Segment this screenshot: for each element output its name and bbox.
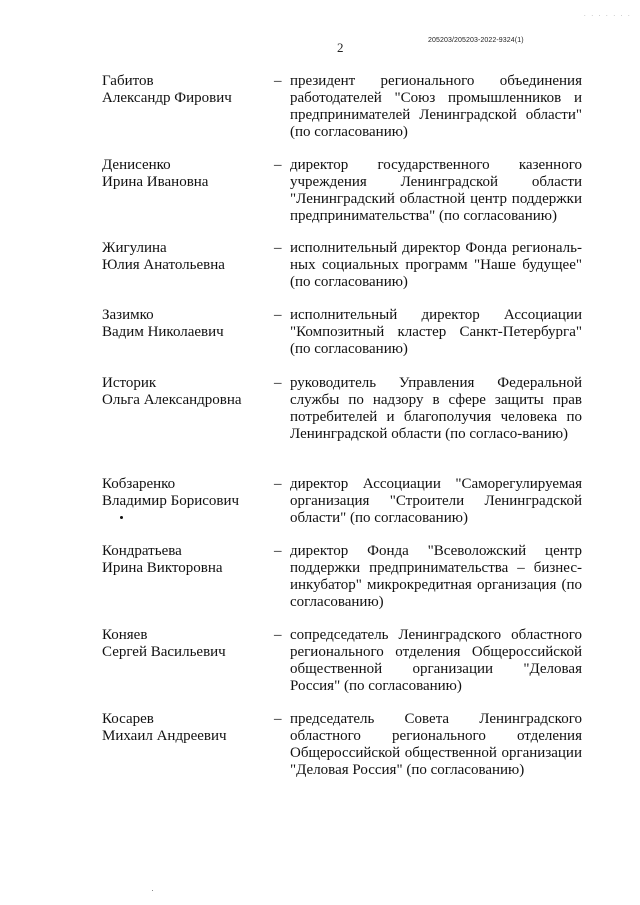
member-dash: – — [274, 543, 282, 559]
member-given-name: Ольга Александровна — [102, 392, 242, 408]
member-name — [102, 627, 272, 661]
member-description: президент регионального объединения работодателей "Союз промышленников и предпринимателей Ленинградской области" (по согласованию) — [290, 73, 582, 140]
member-description: исполнительный директор Фонда региональ-ных социальных программ "Наше будущее" (по согласованию) — [290, 240, 582, 290]
member-name — [102, 157, 272, 191]
member-name — [102, 476, 272, 510]
member-description: директор Ассоциации "Саморегулируемая организация "Строители Ленинградской области" (по согласованию) — [290, 476, 582, 526]
member-surname: Косарев — [102, 711, 154, 727]
member-description: директор Фонда "Всеволожский центр поддержки предпринимательства – бизнес-инкубатор" микрокредитная организация (по согласованию) — [290, 543, 582, 610]
member-given-name: Ирина Викторовна — [102, 560, 223, 576]
member-surname: Кондратьева — [102, 543, 182, 559]
member-description: председатель Совета Ленинградского областного регионального отделения Общероссийской общественной организации "Деловая Россия" (по согласованию) — [290, 711, 582, 778]
member-dash: – — [274, 375, 282, 391]
member-given-name: Ирина Ивановна — [102, 174, 209, 190]
member-surname: Денисенко — [102, 157, 171, 173]
member-description: исполнительный директор Ассоциации "Композитный кластер Санкт-Петербурга" (по согласованию) — [290, 307, 582, 357]
stray-dot — [120, 516, 123, 519]
member-given-name: Сергей Васильевич — [102, 644, 226, 660]
corner-marks: . . . . . . . — [584, 12, 632, 18]
member-dash: – — [274, 73, 282, 89]
member-dash: – — [274, 476, 282, 492]
member-given-name: Александр Фирович — [102, 90, 232, 106]
member-dash: – — [274, 627, 282, 643]
member-given-name: Владимир Борисович — [102, 493, 240, 509]
member-surname: Габитов — [102, 73, 154, 89]
member-dash: – — [274, 157, 282, 173]
member-given-name: Михаил Андреевич — [102, 728, 227, 744]
member-surname: Кобзаренко — [102, 476, 176, 492]
page-number: 2 — [337, 40, 344, 55]
member-given-name: Юлия Анатольевна — [102, 257, 225, 273]
document-number: 205203/205203-2022-9324(1) — [428, 37, 524, 44]
member-surname: Историк — [102, 375, 157, 391]
scan-speck — [152, 890, 153, 891]
member-name — [102, 375, 272, 409]
member-surname: Зазимко — [102, 307, 154, 323]
member-name — [102, 543, 272, 577]
member-dash: – — [274, 711, 282, 727]
member-surname: Коняев — [102, 627, 148, 643]
member-name — [102, 240, 272, 274]
member-description: директор государственного казенного учреждения Ленинградской области "Ленинградский областной центр поддержки предпринимательства" (по согласованию) — [290, 157, 582, 224]
member-name — [102, 307, 272, 341]
member-surname: Жигулина — [102, 240, 167, 256]
member-description: сопредседатель Ленинградского областного регионального отделения Общероссийской общественной организации "Деловая Россия" (по согласованию) — [290, 627, 582, 694]
member-description: руководитель Управления Федеральной службы по надзору в сфере защиты прав потребителей и благополучия человека по Ленинградской области (по согласо-ванию) — [290, 375, 582, 442]
member-dash: – — [274, 307, 282, 323]
member-dash: – — [274, 240, 282, 256]
member-given-name: Вадим Николаевич — [102, 324, 224, 340]
member-name — [102, 711, 272, 745]
member-name — [102, 73, 272, 107]
